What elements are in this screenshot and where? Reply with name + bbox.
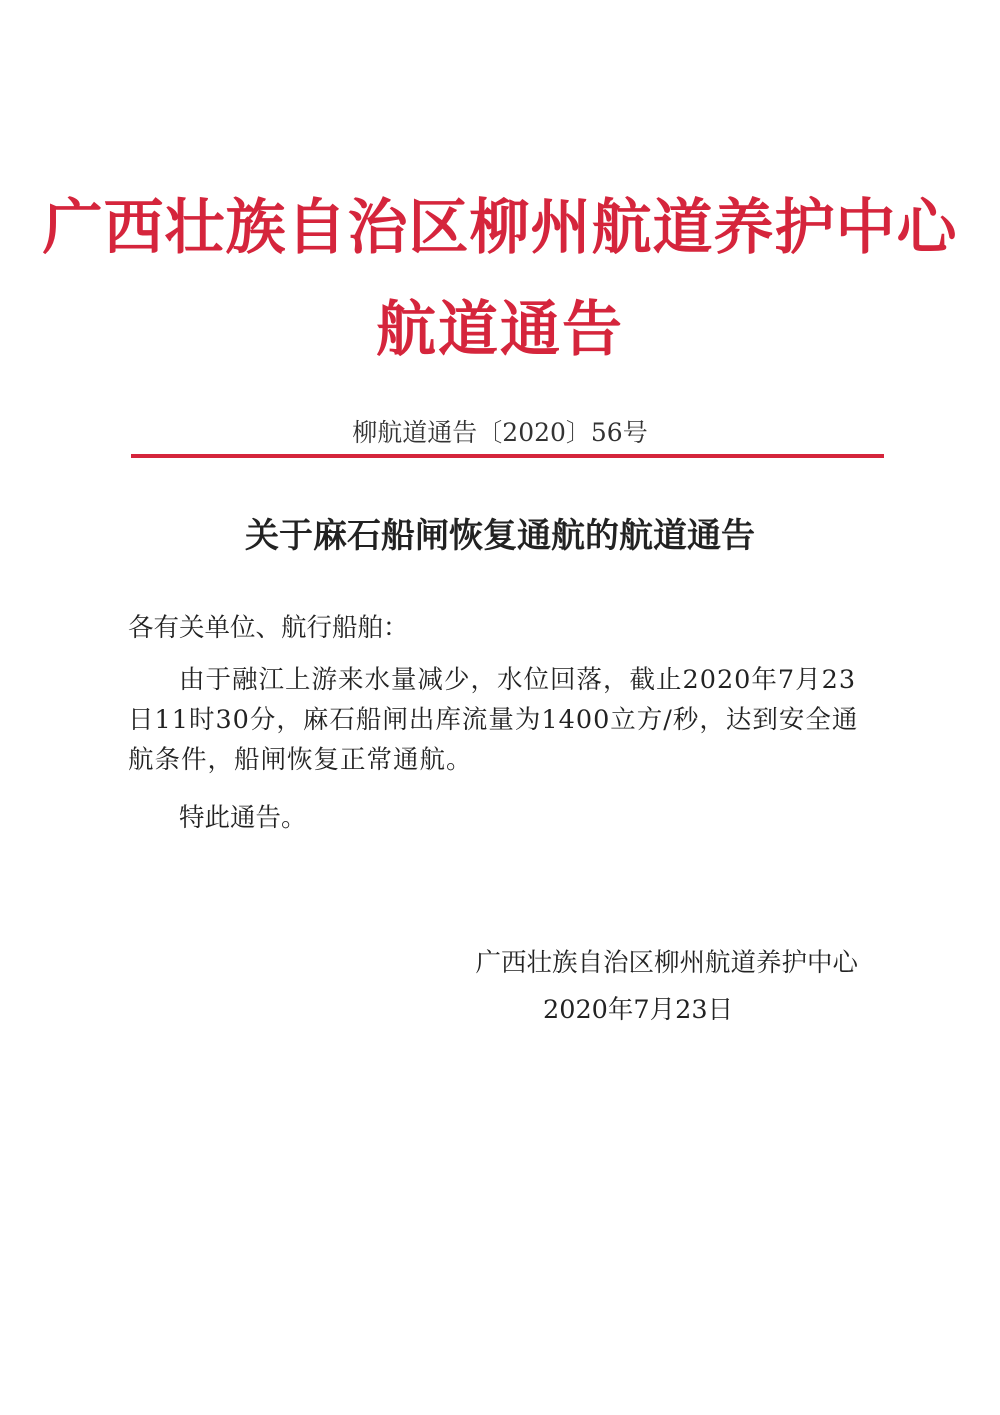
doc-number: 柳航道通告〔2020〕56号 bbox=[352, 418, 648, 447]
signature-organization: 广西壮族自治区柳州航道养护中心 bbox=[475, 948, 858, 978]
notice-subject: 关于麻石船闸恢复通航的航道通告 bbox=[245, 516, 755, 556]
body-paragraph: 由于融江上游来水量减少，水位回落，截止2020年7月23日11时30分，麻石船闸出库流量为1400立方/秒，达到安全通航条件，船闸恢复正常通航。 bbox=[128, 665, 859, 775]
org-title: 广西壮族自治区柳州航道养护中心 bbox=[42, 193, 958, 263]
notice-title: 航道通告 bbox=[376, 295, 624, 365]
closing-text: 特此通告。 bbox=[179, 803, 307, 833]
signature-date: 2020年7月23日 bbox=[543, 995, 734, 1025]
red-divider bbox=[131, 454, 884, 458]
salutation: 各有关单位、航行船舶： bbox=[128, 613, 409, 643]
